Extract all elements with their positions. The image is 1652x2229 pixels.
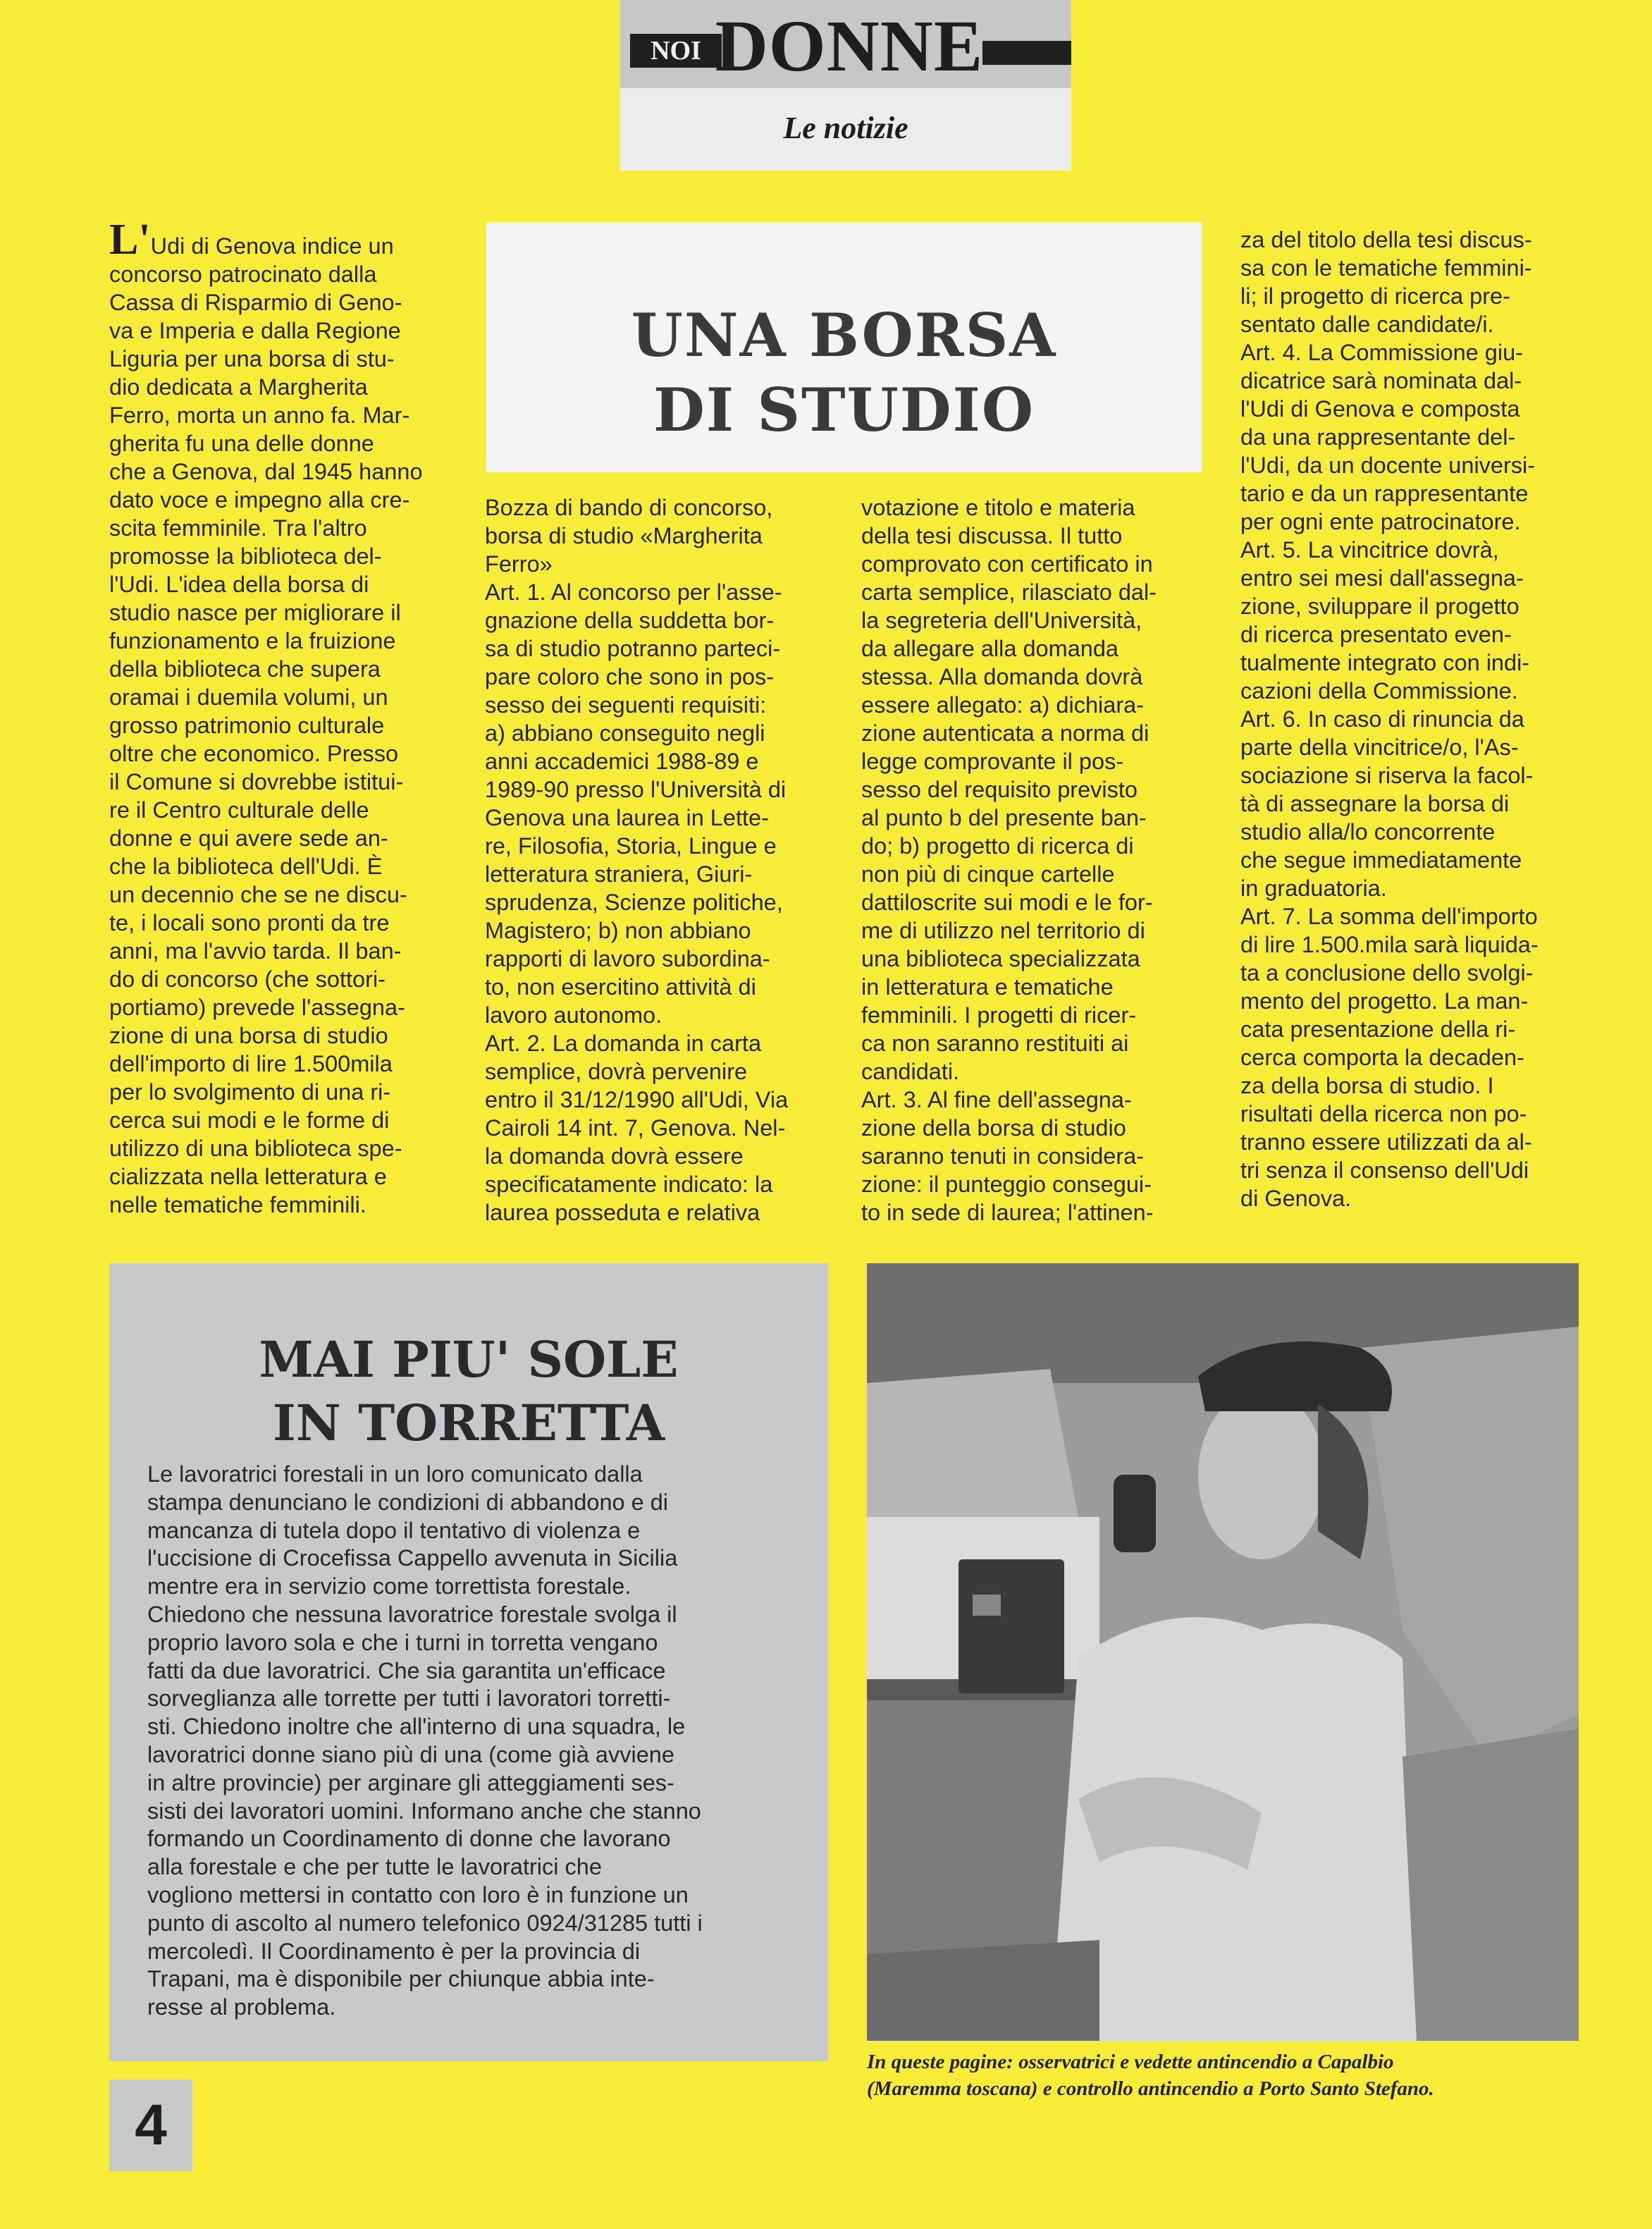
bando-column-3: za del titolo della tesi discus- sa con le tematiche femmini- li; il progetto di ricerca pre- sentato dalle candidate/i. Art. 4. La Commissione giu- dicatrice sarà nominata dal- l'Udi di Genova e composta da una rappresentante del- l'Udi, da un docente universi- tario e da un rappresentante per ogni ente patrocinatore. Art. 5. La vincitrice dovrà, entro sei mesi dall'assegna- zione, sviluppare il progetto di ricerca presentato even- tualmente integrato con indi- cazioni della Commissione. Art. 6. In caso di rinuncia da parte della vincitrice/o, l'As- sociazione si riserva la facol- tà di assegnare la borsa di studio alla/lo concorrente che segue immediatamente in graduatoria. Art. 7. La somma dell'importo di lire 1.500.mila sarà liquida- ta a conclusione dello svolgi- mento del progetto. La man- cata presentazione della ri- cerca comporta la decaden- za della borsa di studio. I risultati della ricerca non po- tranno essere utilizzati da al- tri senza il consenso dell'Udi di Genova. <box>1240 227 1539 1211</box>
article-title-box <box>486 222 1202 472</box>
article-intro-text: Udi di Genova indice un concorso patrocinato dalla Cassa di Risparmio di Geno- va e Imperia e dalla Regione Liguria per una borsa di stu- dio dedicata a Margherita Ferro, morta un anno fa. Mar- gherita fu una delle donne che a Genova, dal 1945 hanno dato voce e impegno alla cre- scita femminile. Tra l'altro promosse la biblioteca del- l'Udi. L'idea della borsa di studio nasce per migliorare il funzionamento e la fruizione della biblioteca che supera oramai i duemila volumi, un grosso patrimonio culturale oltre che economico. Presso il Comune si dovrebbe istitui- re il Centro culturale delle donne e qui avere sede an- che la biblioteca dell'Udi. È un decennio che se ne discu- te, i locali sono pronti da tre anni, ma l'avvio tarda. Il ban- do di concorso (che sottori- portiamo) prevede l'assegna- zione di una borsa di studio dell'importo di lire 1.500mila per lo svolgimento di una ri- cerca sui modi e le forme di utilizzo di una biblioteca spe- cializzata nella letteratura e nelle tematiche femminili. <box>109 233 423 1217</box>
torretta-body: Le lavoratrici forestali in un loro comunicato dalla stampa denunciano le condizioni di abbandono e di mancanza di tutela dopo il tentativo di violenza e l'uccisione di Crocefissa Cappello avvenuta in Sicilia mentre era in servizio come torrettista forestale. Chiedono che nessuna lavoratrice forestale svolga il proprio lavoro sola e che i turni in torretta vengano fatti da due lavoratrici. Che sia garantita un'efficace sorveglianza alle torrette per tutti i lavoratori torretti- sti. Chiedono inoltre che all'interno di una squadra, le lavoratrici donne siano più di una (come già avviene in altre provincie) per arginare gli atteggiamenti ses- sisti dei lavoratori uomini. Informano anche che stanno formando un Coordinamento di donne che lavorano alla forestale e che per tutte le lavoratrici che vogliono mettersi in contatto con loro è in funzione un punto di ascolto al numero telefonico 0924/31285 tutti i mercoledì. Il Coordinamento è per la provincia di Trapani, ma è disponibile per chiunque abbia inte- resse al problema. <box>147 1461 703 2020</box>
section-label: Le notizie <box>783 111 908 145</box>
page-number: 4 <box>135 2093 167 2157</box>
masthead-bar-right <box>982 41 1071 65</box>
masthead-title: DONNE <box>715 6 984 87</box>
article-title: UNA BORSA DI STUDIO <box>631 300 1057 445</box>
photo-illustration <box>867 1263 1579 2041</box>
torretta-article-box <box>109 1263 828 2061</box>
bando-column-1: Bozza di bando di concorso, borsa di studio «Margherita Ferro» Art. 1. Al concorso per l'asse- gnazione della suddetta bor- sa di studio potranno parteci- pare coloro che sono in pos- sesso dei seguenti requisiti: a) abbiano conseguito negli anni accademici 1988-89 e 1989-90 presso l'Università di Genova una laurea in Lette- re, Filosofia, Storia, Lingue e letteratura straniera, Giuri- sprudenza, Scienze politiche, Magistero; b) non abbiano rapporti di lavoro subordina- to, non esercitino attività di lavoro autonomo. Art. 2. La domanda in carta semplice, dovrà pervenire entro il 31/12/1990 all'Udi, Via Cairoli 14 int. 7, Genova. Nel- la domanda dovrà essere specificatamente indicato: la laurea posseduta e relativa <box>485 495 789 1225</box>
photo-caption: In queste pagine: osservatrici e vedette antincendio a Capalbio (Maremma toscana) e controllo antincendio a Porto Santo Stefano. <box>867 2051 1434 2100</box>
page-number-box <box>109 2080 192 2171</box>
photo-lookout-woman <box>867 1263 1579 2041</box>
bando-column-2: votazione e titolo e materia della tesi discussa. Il tutto comprovato con certificato in carta semplice, rilasciato dal- la segreteria dell'Università, da allegare alla domanda stessa. Alla domanda dovrà essere allegato: a) dichiara- zione autenticata a norma di legge comprovante il pos- sesso del requisito previsto al punto b del presente ban- do; b) progetto di ricerca di non più di cinque cartelle dattiloscrite sui modi e le for- me di utilizzo nel territorio di una biblioteca specializzata in letteratura e tematiche femminili. I progetti di ricer- ca non saranno restituiti ai candidati. Art. 3. Al fine dell'assegna- zione della borsa di studio saranno tenuti in considera- zione: il punteggio consegui- to in sede di laurea; l'attinen- <box>861 495 1157 1225</box>
torretta-title: MAI PIU' SOLE IN TORRETTA <box>259 1330 679 1452</box>
article-intro-column <box>109 216 455 1219</box>
masthead <box>620 0 1071 171</box>
dropcap: L' <box>109 216 151 264</box>
masthead-noi: NOI <box>651 36 701 66</box>
